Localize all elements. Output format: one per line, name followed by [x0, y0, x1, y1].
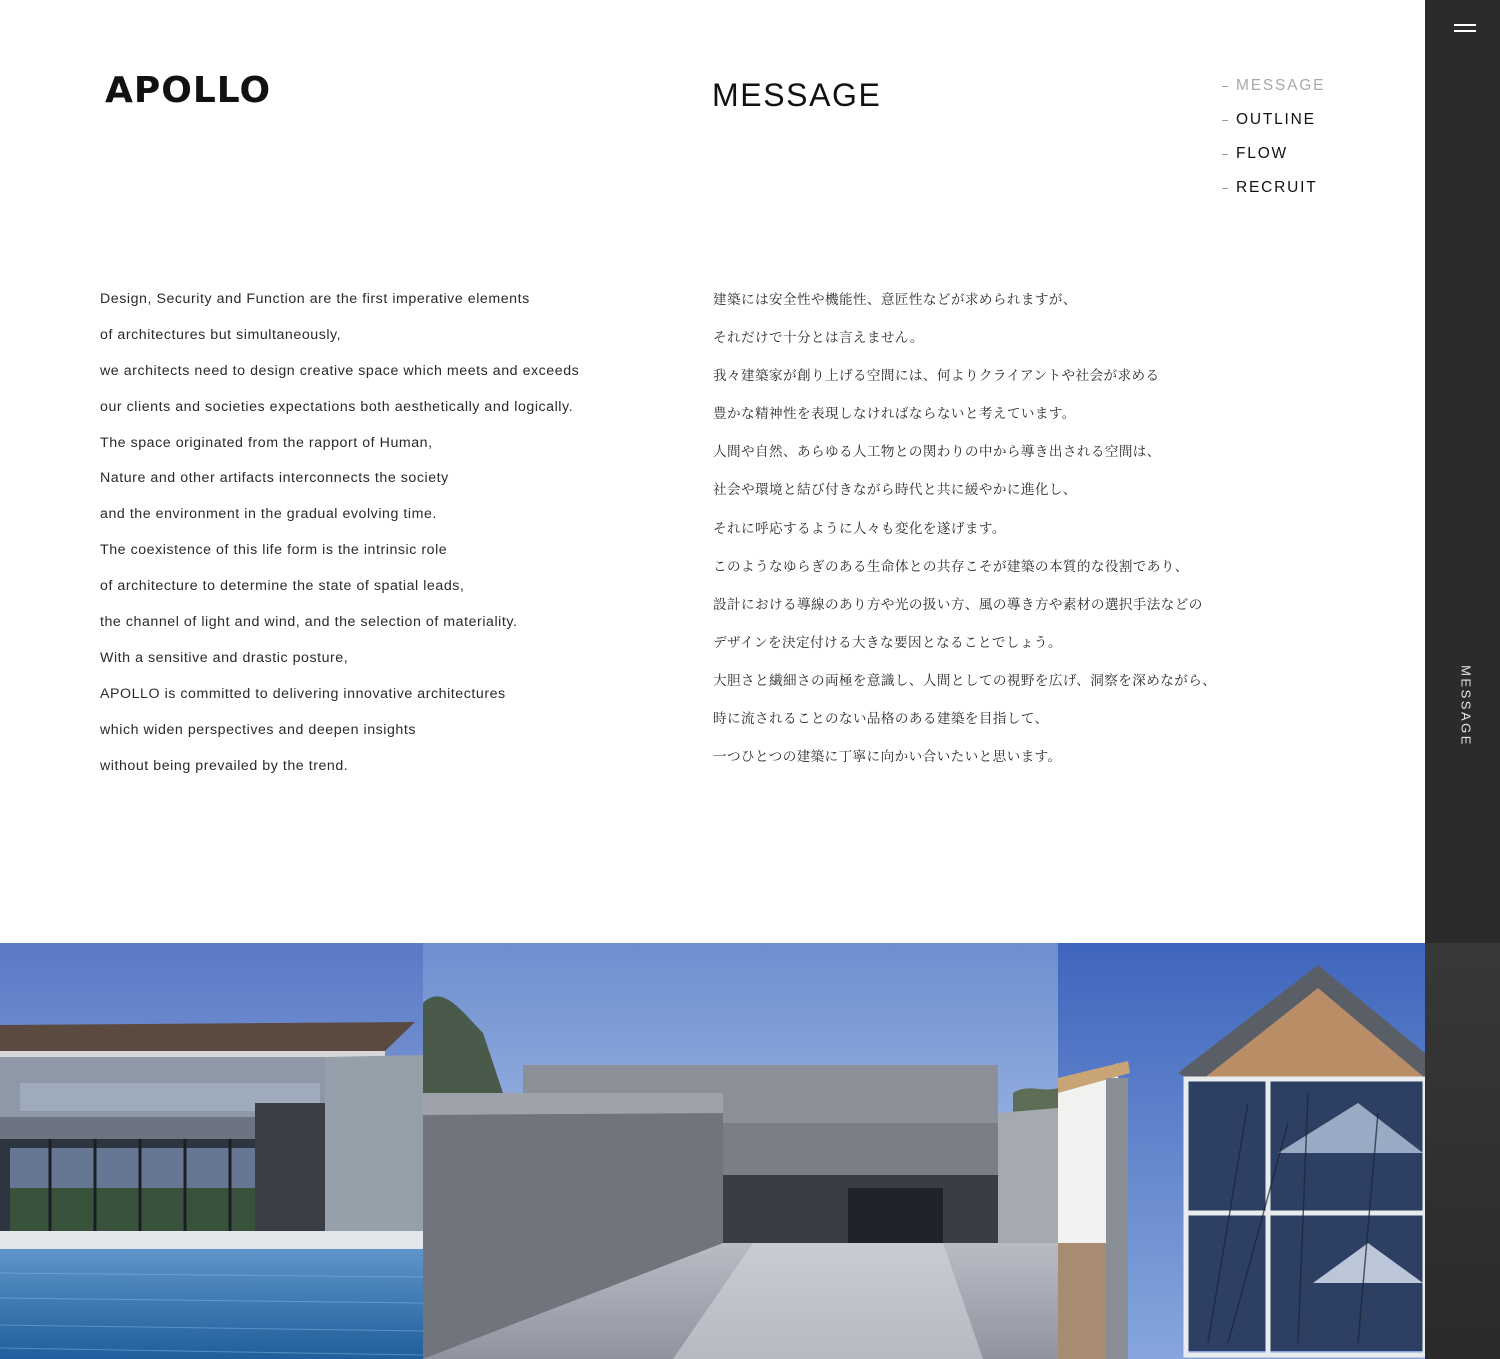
message-line: without being prevailed by the trend.: [100, 757, 349, 774]
menu-line: [1454, 24, 1476, 26]
message-line: we architects need to design creative space which meets and exceeds: [100, 362, 580, 379]
nav-label: OUTLINE: [1236, 111, 1316, 128]
message-line: The space originated from the rapport of Human,: [100, 434, 433, 451]
message-line: Design, Security and Function are the first imperative elements: [100, 291, 530, 307]
menu-line: [1454, 30, 1476, 32]
message-line: which widen perspectives and deepen insights: [100, 721, 417, 738]
photo-gable-house: [1058, 943, 1425, 1359]
page-title: MESSAGE: [712, 77, 882, 113]
nav-label: MESSAGE: [1236, 77, 1326, 94]
message-line: 豊かな精神性を表現しなければならないと考えています。: [713, 406, 1076, 423]
message-line: the channel of light and wind, and the selection of materiality.: [100, 614, 518, 631]
hamburger-icon[interactable]: [1454, 20, 1478, 36]
dash-icon: [1222, 154, 1228, 155]
nav-label: FLOW: [1236, 145, 1288, 162]
message-english: [100, 282, 579, 784]
message-line: of architectures but simultaneously,: [100, 326, 342, 343]
message-line: 設計における導線のあり方や光の扱い方、風の導き方や素材の選択手法などの: [713, 596, 1203, 613]
message-line: それだけで十分とは言えません。: [713, 330, 924, 347]
nav-item-message[interactable]: [1222, 77, 1325, 111]
message-line: The coexistence of this life form is the intrinsic role: [100, 542, 448, 559]
message-japanese: [713, 281, 1216, 776]
message-line: APOLLO is committed to delivering innovative architectures: [100, 685, 506, 702]
rail-photo-overlay: [1425, 943, 1500, 1359]
message-line: 大胆さと繊細さの両極を意識し、人間としての視野を広げ、洞察を深めながら、: [713, 672, 1217, 689]
section-nav: [1222, 77, 1325, 213]
nav-item-recruit[interactable]: [1222, 179, 1325, 213]
message-line: 我々建築家が創り上げる空間には、何よりクライアントや社会が求める: [713, 368, 1160, 385]
apollo-logo[interactable]: APOLLO: [105, 70, 272, 111]
message-line: 社会や環境と結び付きながら時代と共に緩やかに進化し、: [713, 482, 1077, 499]
rail-section-label: MESSAGE: [1458, 665, 1474, 747]
nav-label: RECRUIT: [1236, 179, 1318, 196]
nav-item-outline[interactable]: [1222, 111, 1325, 145]
message-line: our clients and societies expectations both aesthetically and logically.: [100, 398, 574, 415]
message-line: of architecture to determine the state of spatial leads,: [100, 578, 465, 595]
message-line: Nature and other artifacts interconnects the society: [100, 470, 449, 487]
message-line: With a sensitive and drastic posture,: [100, 649, 349, 666]
message-line: 時に流されることのない品格のある建築を目指して、: [713, 711, 1049, 728]
photo-strip: [0, 943, 1425, 1359]
dash-icon: [1222, 188, 1228, 189]
photo-pool-house: [0, 943, 423, 1359]
dash-icon: [1222, 120, 1228, 121]
message-line: このようなゆらぎのある生命体との共存こそが建築の本質的な役割であり、: [713, 558, 1189, 575]
message-line: 人間や自然、あらゆる人工物との関わりの中から導き出される空間は、: [713, 444, 1161, 461]
dash-icon: [1222, 86, 1228, 87]
nav-item-flow[interactable]: [1222, 145, 1325, 179]
message-line: and the environment in the gradual evolving time.: [100, 506, 437, 523]
photo-concrete-courtyard: [423, 943, 1058, 1359]
message-line: デザインを決定付ける大きな要因となることでしょう。: [713, 634, 1062, 651]
message-line: 建築には安全性や機能性、意匠性などが求められますが、: [713, 292, 1077, 308]
message-line: 一つひとつの建築に丁寧に向かい合いたいと思います。: [713, 749, 1062, 766]
message-line: それに呼応するように人々も変化を遂げます。: [713, 520, 1006, 537]
